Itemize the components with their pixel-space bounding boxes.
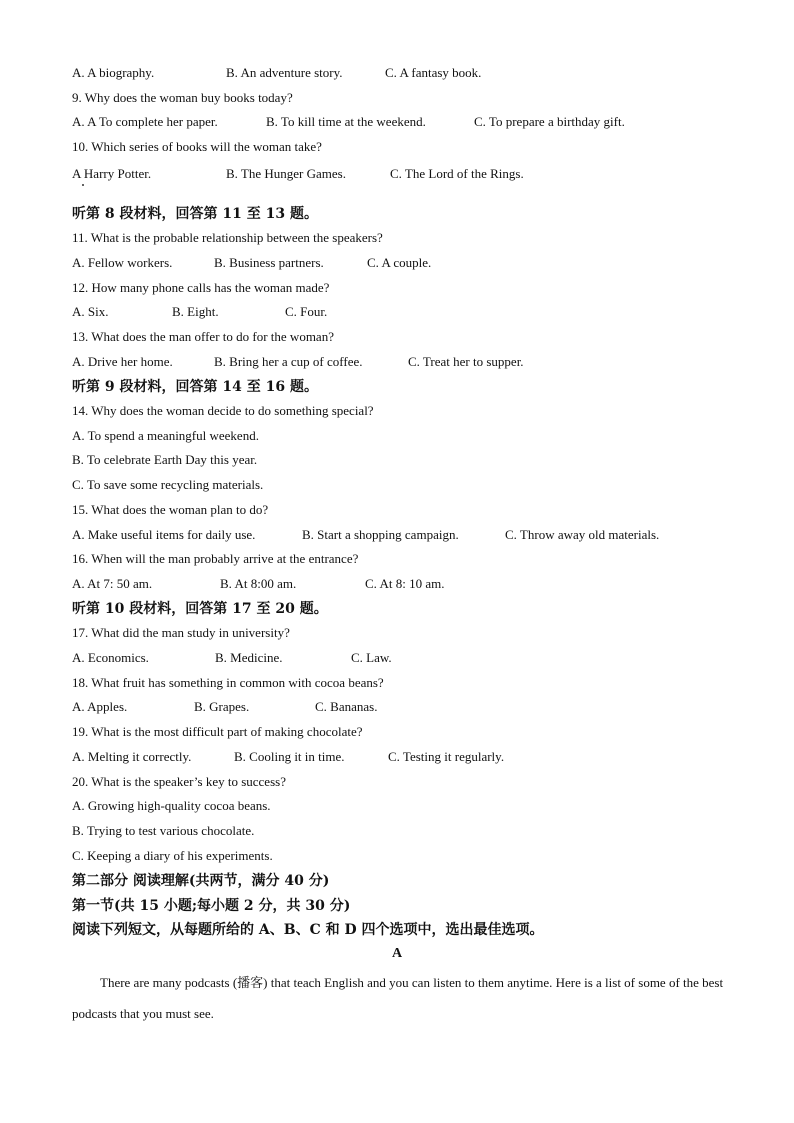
answer-option: C. A fantasy book. xyxy=(385,65,482,80)
question-text: 13. What does the man offer to do for the woman? xyxy=(72,329,334,344)
answer-option: B. An adventure story. xyxy=(226,65,343,80)
answer-option: A. A biography. xyxy=(72,65,155,80)
answer-option: A. A To complete her paper. xyxy=(72,114,218,129)
answer-option: A. Fellow workers. xyxy=(72,255,173,270)
answer-option: B. Eight. xyxy=(172,304,219,319)
section-heading: 听第 10 段材料，回答第 17 至 20 题。 xyxy=(72,601,328,617)
question-text: 20. What is the speaker’s key to success? xyxy=(72,774,286,789)
answer-option: C. Treat her to supper. xyxy=(408,354,524,369)
question-text: A. To spend a meaningful weekend. xyxy=(72,428,259,443)
question-text: C. Keeping a diary of his experiments. xyxy=(72,848,273,863)
passage-paragraph: There are many podcasts (播客) that teach English and you can listen to them anytime. Here is a list of some of the best podcasts that you must see. xyxy=(72,975,724,1021)
question-text: A. Growing high-quality cocoa beans. xyxy=(72,798,271,813)
section-heading: 第二部分 阅读理解(共两节，满分 40 分) xyxy=(72,873,330,889)
question-text: 9. Why does the woman buy books today? xyxy=(72,90,293,105)
answer-option: A. Melting it correctly. xyxy=(72,749,192,764)
answer-option: B. Grapes. xyxy=(194,699,250,714)
answer-option: A. Drive her home. xyxy=(72,354,173,369)
answer-option: B. To kill time at the weekend. xyxy=(266,114,426,129)
question-text: 18. What fruit has something in common with cocoa beans? xyxy=(72,675,384,690)
answer-option: B. The Hunger Games. xyxy=(226,166,346,181)
answer-option: A. Six. xyxy=(72,304,109,319)
question-text: 12. How many phone calls has the woman made? xyxy=(72,280,330,295)
question-text: B. Trying to test various chocolate. xyxy=(72,823,255,838)
answer-option: C. At 8: 10 am. xyxy=(365,576,445,591)
answer-option: B. Business partners. xyxy=(214,255,324,270)
section-heading: 听第 9 段材料，回答第 14 至 16 题。 xyxy=(72,379,318,395)
passage-letter: A xyxy=(391,946,403,961)
answer-option: B. Cooling it in time. xyxy=(234,749,345,764)
question-text: 14. Why does the woman decide to do something special? xyxy=(72,403,374,418)
answer-option: C. A couple. xyxy=(367,255,432,270)
answer-option: B. Bring her a cup of coffee. xyxy=(214,354,363,369)
question-text: 11. What is the probable relationship between the speakers? xyxy=(72,230,383,245)
answer-option: A. At 7: 50 am. xyxy=(72,576,153,591)
answer-option: C. Throw away old materials. xyxy=(505,527,660,542)
section-heading: 听第 8 段材料，回答第 11 至 13 题。 xyxy=(72,206,318,222)
stray-mark xyxy=(82,184,84,186)
answer-option: A. Make useful items for daily use. xyxy=(72,527,256,542)
question-text: 10. Which series of books will the woman take? xyxy=(72,139,322,154)
question-text: B. To celebrate Earth Day this year. xyxy=(72,452,258,467)
answer-option: B. Start a shopping campaign. xyxy=(302,527,459,542)
question-text: 17. What did the man study in university? xyxy=(72,625,290,640)
answer-option: A Harry Potter. xyxy=(72,166,152,181)
answer-option: C. Law. xyxy=(351,650,392,665)
section-heading: 第一节(共 15 小题;每小题 2 分，共 30 分) xyxy=(72,898,351,914)
question-text: 15. What does the woman plan to do? xyxy=(72,502,269,517)
answer-option: C. Four. xyxy=(285,304,328,319)
answer-option: C. The Lord of the Rings. xyxy=(390,166,524,181)
answer-option: A. Apples. xyxy=(72,699,128,714)
answer-option: B. Medicine. xyxy=(215,650,283,665)
question-text: 16. When will the man probably arrive at the entrance? xyxy=(72,551,359,566)
answer-option: B. At 8:00 am. xyxy=(220,576,297,591)
answer-option: C. Bananas. xyxy=(315,699,378,714)
question-text: C. To save some recycling materials. xyxy=(72,477,264,492)
section-heading: 阅读下列短文，从每题所给的 A、B、C 和 D 四个选项中，选出最佳选项。 xyxy=(72,922,544,938)
answer-option: A. Economics. xyxy=(72,650,149,665)
answer-option: C. Testing it regularly. xyxy=(388,749,505,764)
question-text: 19. What is the most difficult part of making chocolate? xyxy=(72,724,363,739)
answer-option: C. To prepare a birthday gift. xyxy=(474,114,625,129)
